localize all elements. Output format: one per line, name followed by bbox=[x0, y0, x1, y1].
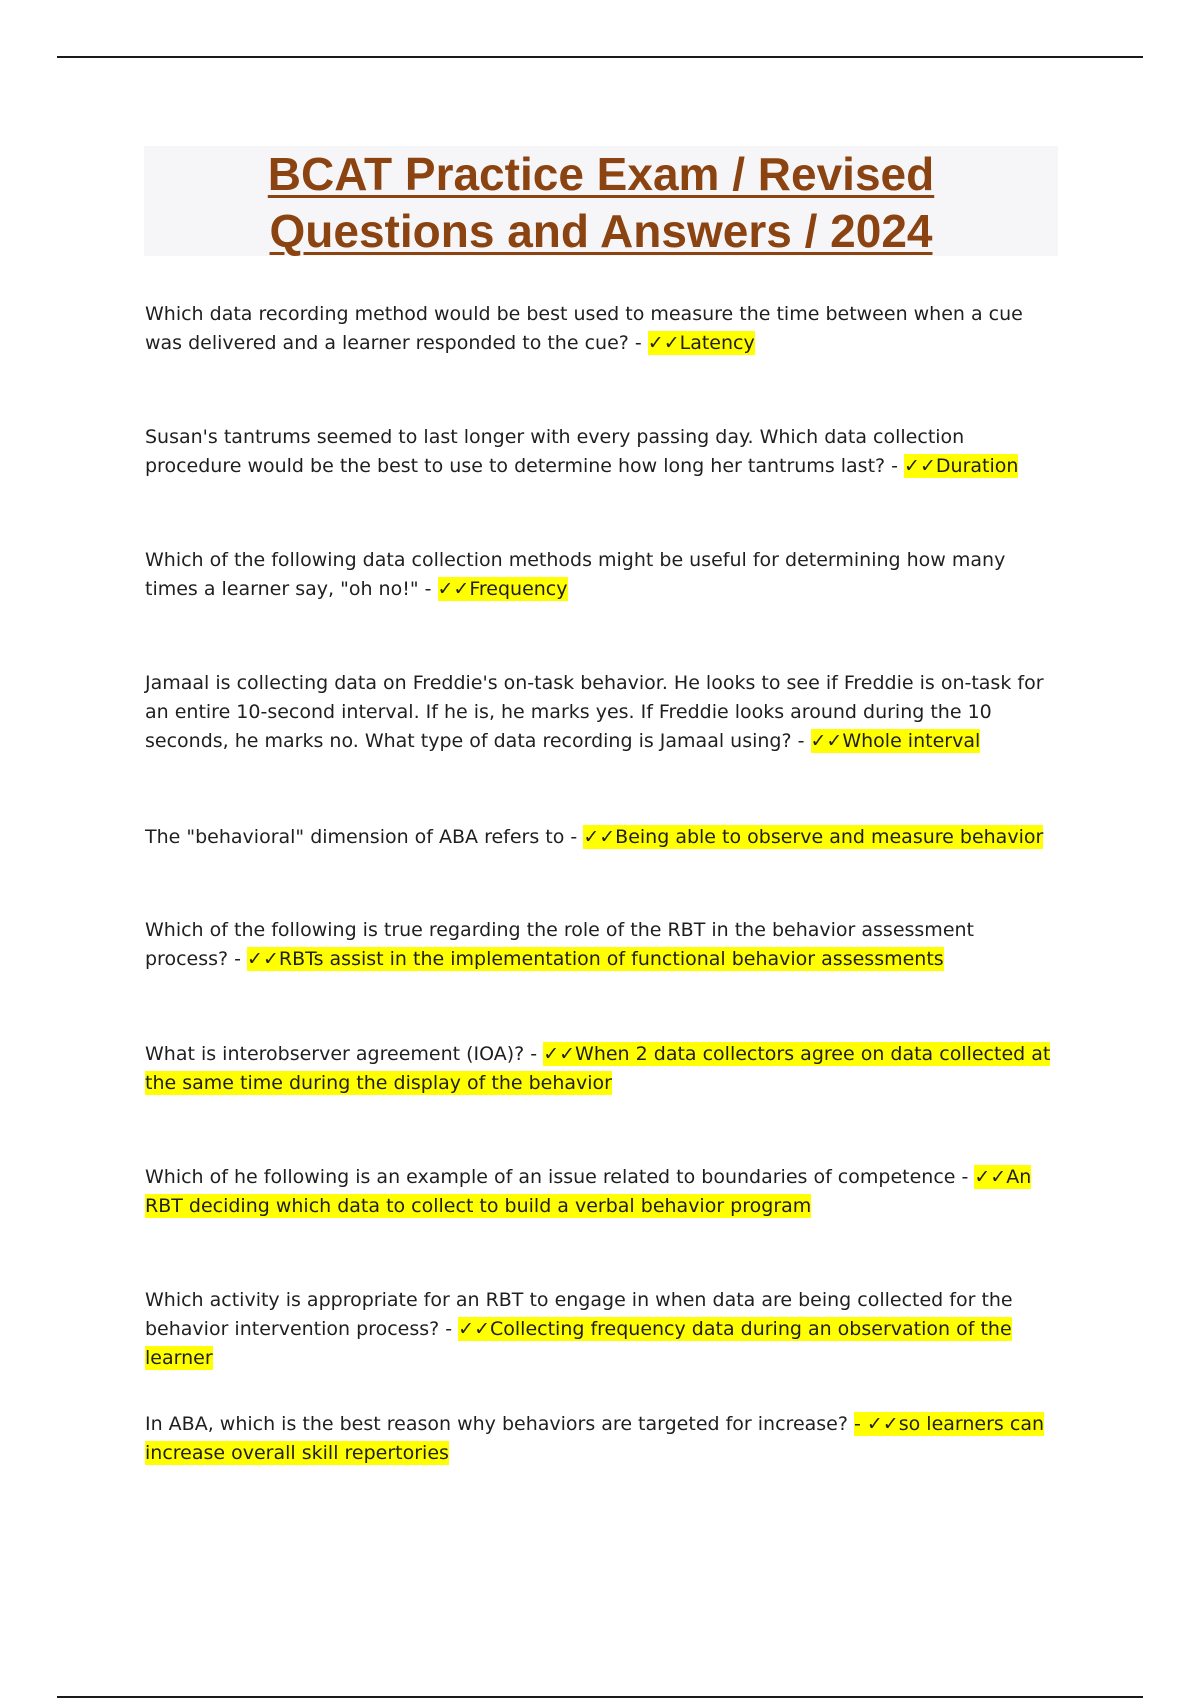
check-icon: ✓✓ bbox=[543, 1043, 576, 1065]
qa-item bbox=[145, 916, 1055, 974]
answer-text: RBTs assist in the implementation of functional behavior assessments bbox=[278, 948, 944, 970]
qa-item bbox=[145, 1040, 1055, 1098]
answer-text: Whole interval bbox=[842, 730, 981, 752]
answer-text: Frequency bbox=[469, 578, 568, 600]
answer-highlight bbox=[247, 947, 944, 971]
check-icon: ✓✓ bbox=[647, 332, 680, 354]
check-icon: ✓✓ bbox=[866, 1413, 899, 1435]
title-block bbox=[144, 146, 1058, 256]
answer-text: Latency bbox=[679, 332, 755, 354]
question-text: Which of the following is true regarding the role of the RBT in the behavior assessment process? - bbox=[145, 919, 974, 970]
qa-item bbox=[145, 1286, 1055, 1373]
question-text: Which activity is appropriate for an RBT to engage in when data are being collected for the behavior intervention process? - bbox=[145, 1289, 1013, 1340]
answer-text: When 2 data collectors agree on data collected at the same time during the display of the behavior bbox=[145, 1043, 1051, 1094]
question-text: Which data recording method would be best used to measure the time between when a cue was delivered and a learner responded to the cue? - bbox=[145, 303, 1023, 354]
question-text: What is interobserver agreement (IOA)? - bbox=[145, 1043, 544, 1065]
question-text: In ABA, which is the best reason why behaviors are targeted for increase? bbox=[145, 1413, 854, 1435]
answer-highlight bbox=[811, 729, 981, 753]
check-icon: ✓✓ bbox=[247, 948, 279, 970]
answer-text: Duration bbox=[935, 455, 1019, 477]
qa-item bbox=[145, 546, 1055, 604]
question-text: Susan's tantrums seemed to last longer with every passing day. Which data collection procedure would be the best to use to determine how long her tantrums last? - bbox=[145, 426, 965, 477]
answer-highlight bbox=[438, 577, 568, 601]
answer-text: An RBT deciding which data to collect to build a verbal behavior program bbox=[145, 1166, 1032, 1217]
answer-prefix: - bbox=[853, 1413, 867, 1435]
qa-item bbox=[145, 423, 1055, 481]
question-text: Which of the following data collection methods might be useful for determining how many times a learner say, "oh no!" - bbox=[145, 549, 1006, 600]
qa-item bbox=[145, 300, 1055, 358]
qa-item bbox=[145, 823, 1055, 852]
check-icon: ✓✓ bbox=[974, 1166, 1007, 1188]
question-text: Jamaal is collecting data on Freddie's on-task behavior. He looks to see if Freddie is on-task for an entire 10-second interval. If he is, he marks yes. If Freddie looks around during the 10 seconds, he marks no. What type of data recording is Jamaal using? - bbox=[145, 672, 1044, 752]
page-title-line-1: BCAT Practice Exam / Revised bbox=[267, 148, 935, 200]
page-title-line-2: Questions and Answers / 2024 bbox=[269, 205, 933, 257]
answer-text: so learners can increase overall skill repertories bbox=[145, 1413, 1044, 1464]
qa-item bbox=[145, 1163, 1055, 1221]
check-icon: ✓✓ bbox=[583, 826, 616, 848]
answer-highlight bbox=[904, 454, 1018, 478]
answer-highlight bbox=[648, 331, 755, 355]
answer-text: Being able to observe and measure behavior bbox=[615, 826, 1044, 848]
check-icon: ✓✓ bbox=[437, 578, 470, 600]
qa-item bbox=[145, 669, 1055, 756]
qa-item bbox=[145, 1410, 1055, 1468]
check-icon: ✓✓ bbox=[458, 1318, 490, 1340]
question-text: Which of he following is an example of an issue related to boundaries of competence - bbox=[145, 1166, 975, 1188]
footer-rule bbox=[57, 1696, 1143, 1698]
check-icon: ✓✓ bbox=[904, 455, 936, 477]
question-text: The "behavioral" dimension of ABA refers to - bbox=[145, 826, 584, 848]
check-icon: ✓✓ bbox=[810, 730, 843, 752]
answer-highlight bbox=[583, 825, 1043, 849]
header-rule bbox=[57, 56, 1143, 58]
answer-text: Collecting frequency data during an observation of the learner bbox=[145, 1318, 1012, 1369]
